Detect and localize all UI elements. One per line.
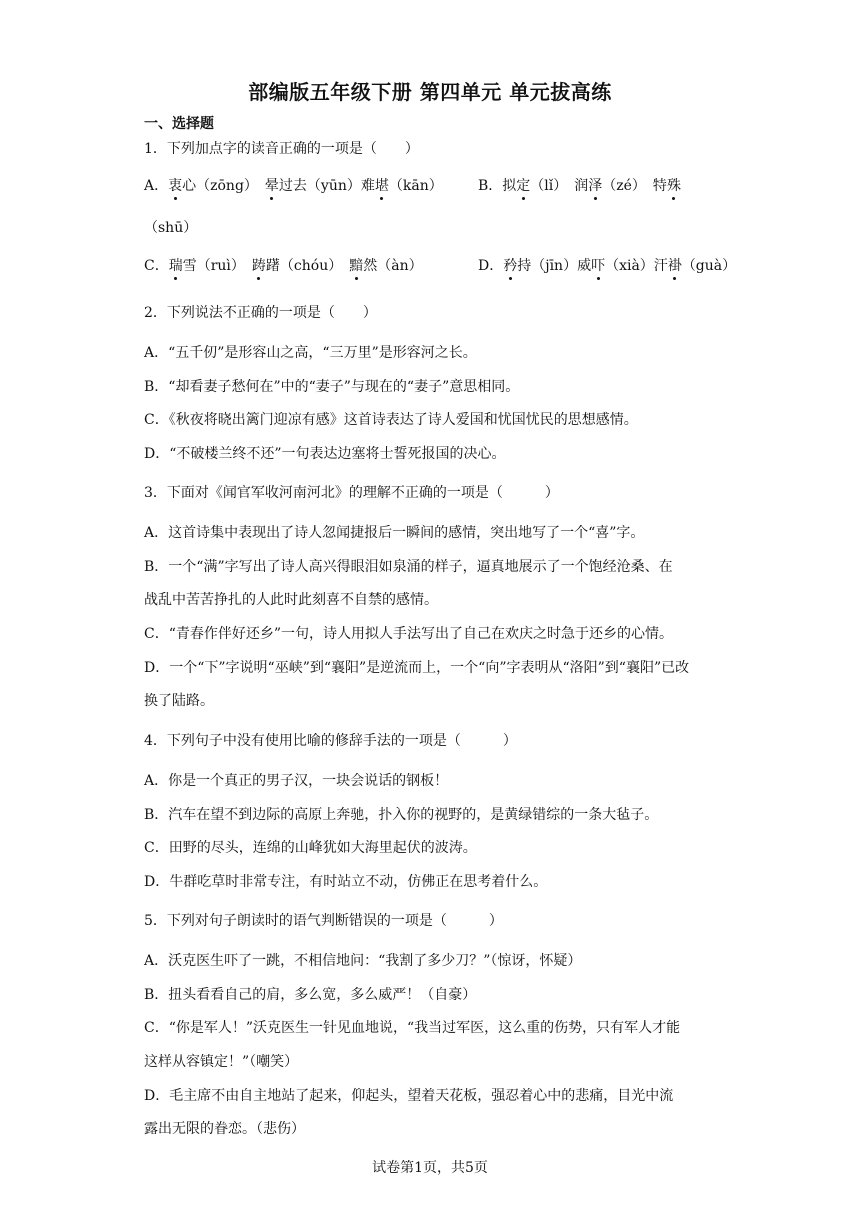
question-3-option-c: C．“青春作伴好还乡”一句，诗人用拟人手法写出了自己在欢庆之时急于还乡的心情。 — [144, 626, 674, 642]
dotted-char: 褂 — [667, 258, 682, 274]
question-5-option-d: D．毛主席不由自主地站了起来，仰起头，望着天花板，强忍着心中的悲痛，目光中流 — [144, 1088, 674, 1104]
question-5-option-b: B．扭头看看自己的肩，多么宽，多么威严！（自豪） — [144, 987, 477, 1003]
question-5-option-c: C．“你是军人！”沃克医生一针见血地说，“我当过军医，这么重的伤势，只有军人才能 — [144, 1020, 681, 1036]
question-5-option-a: A．沃克医生吓了一跳，不相信地问：“我割了多少刀？”（惊讶，怀疑） — [144, 953, 582, 969]
question-2-option-a: A．“五千仞”是形容山之高，“三万里”是形容河之长。 — [144, 345, 477, 361]
dotted-char: 衷 — [168, 178, 183, 194]
question-1-stem: 1．下列加点字的读音正确的一项是（ ） — [144, 141, 419, 157]
question-5-option-d-cont: 露出无限的眷恋。（悲伤） — [144, 1121, 305, 1137]
option-d: D．矜持（jīn）威吓（xià）汗褂（guà） — [478, 258, 737, 274]
dotted-char: 瑞 — [168, 258, 183, 274]
section-heading: 一、选择题 — [144, 116, 214, 132]
question-4-option-a: A．你是一个真正的男子汉，一块会说话的钢板！ — [144, 773, 449, 789]
dotted-char: 矜 — [503, 258, 518, 274]
question-2-option-b: B．“却看妻子愁何在”中的“妻子”与现在的“妻子”意思相同。 — [144, 379, 520, 395]
dotted-char: 堪 — [374, 178, 389, 194]
question-1-option-row-ab — [144, 176, 724, 196]
question-3-option-d: D．一个“下”字说明“巫峡”到“襄阳”是逆流而上，一个“向”字表明从“洛阳”到“襄阳”已改 — [144, 660, 690, 676]
option-b-continued: （shū） — [144, 220, 198, 236]
dotted-char: 殊 — [666, 178, 681, 194]
page-title: 部编版五年级下册 第四单元 单元拔高练 — [248, 80, 612, 104]
dotted-char: 黯 — [349, 258, 364, 274]
option-a: A．衷心（zōng） 晕过去（yūn）难堪（kān） — [144, 178, 443, 194]
option-b: B．拟定（lǐ） 润泽（zé） 特殊 — [478, 178, 681, 194]
dotted-char: 定 — [516, 178, 531, 194]
question-3-option-d-cont: 换了陆路。 — [144, 693, 214, 709]
question-3-option-a: A．这首诗集中表现出了诗人忽闻捷报后一瞬间的感情，突出地写了一个“喜”字。 — [144, 525, 645, 541]
question-3-option-b: B．一个“满”字写出了诗人高兴得眼泪如泉涌的样子，逼真地展示了一个饱经沧桑、在 — [144, 559, 673, 575]
question-4-option-c: C．田野的尽头，连绵的山峰犹如大海里起伏的波涛。 — [144, 840, 477, 856]
dotted-char: 踌 — [251, 258, 266, 274]
question-3-option-b-cont: 战乱中苦苦挣扎的人此时此刻喜不自禁的感情。 — [144, 592, 438, 608]
question-3-stem: 3．下面对《闻官军收河南河北》的理解不正确的一项是（ ） — [144, 485, 559, 501]
dotted-char: 晕 — [264, 178, 279, 194]
question-4-option-d: D．牛群吃草时非常专注，有时站立不动，仿佛正在思考着什么。 — [144, 874, 548, 890]
question-5-stem: 5．下列对句子朗读时的语气判断错误的一项是（ ） — [144, 913, 503, 929]
question-5-option-c-cont: 这样从容镇定！”（嘲笑） — [144, 1054, 299, 1070]
dotted-char: 吓 — [591, 258, 606, 274]
question-1-option-row-cd — [144, 256, 737, 276]
question-2-option-d: D．“不破楼兰终不还”一句表达边塞将士誓死报国的决心。 — [144, 446, 506, 462]
question-4-stem: 4．下列句子中没有使用比喻的修辞手法的一项是（ ） — [144, 733, 517, 749]
page-footer: 试卷第1页，共5页 — [372, 1160, 488, 1176]
option-c: C．瑞雪（ruì） 踌躇（chóu） 黯然（àn） — [144, 258, 423, 274]
question-2-option-c: C．《秋夜将晓出篱门迎凉有感》这首诗表达了诗人爱国和忧国忧民的思想感情。 — [144, 412, 638, 428]
dotted-char: 泽 — [588, 178, 603, 194]
question-2-stem: 2．下列说法不正确的一项是（ ） — [144, 305, 377, 321]
question-4-option-b: B．汽车在望不到边际的高原上奔驰，扑入你的视野的，是黄绿错综的一条大毡子。 — [144, 807, 659, 823]
